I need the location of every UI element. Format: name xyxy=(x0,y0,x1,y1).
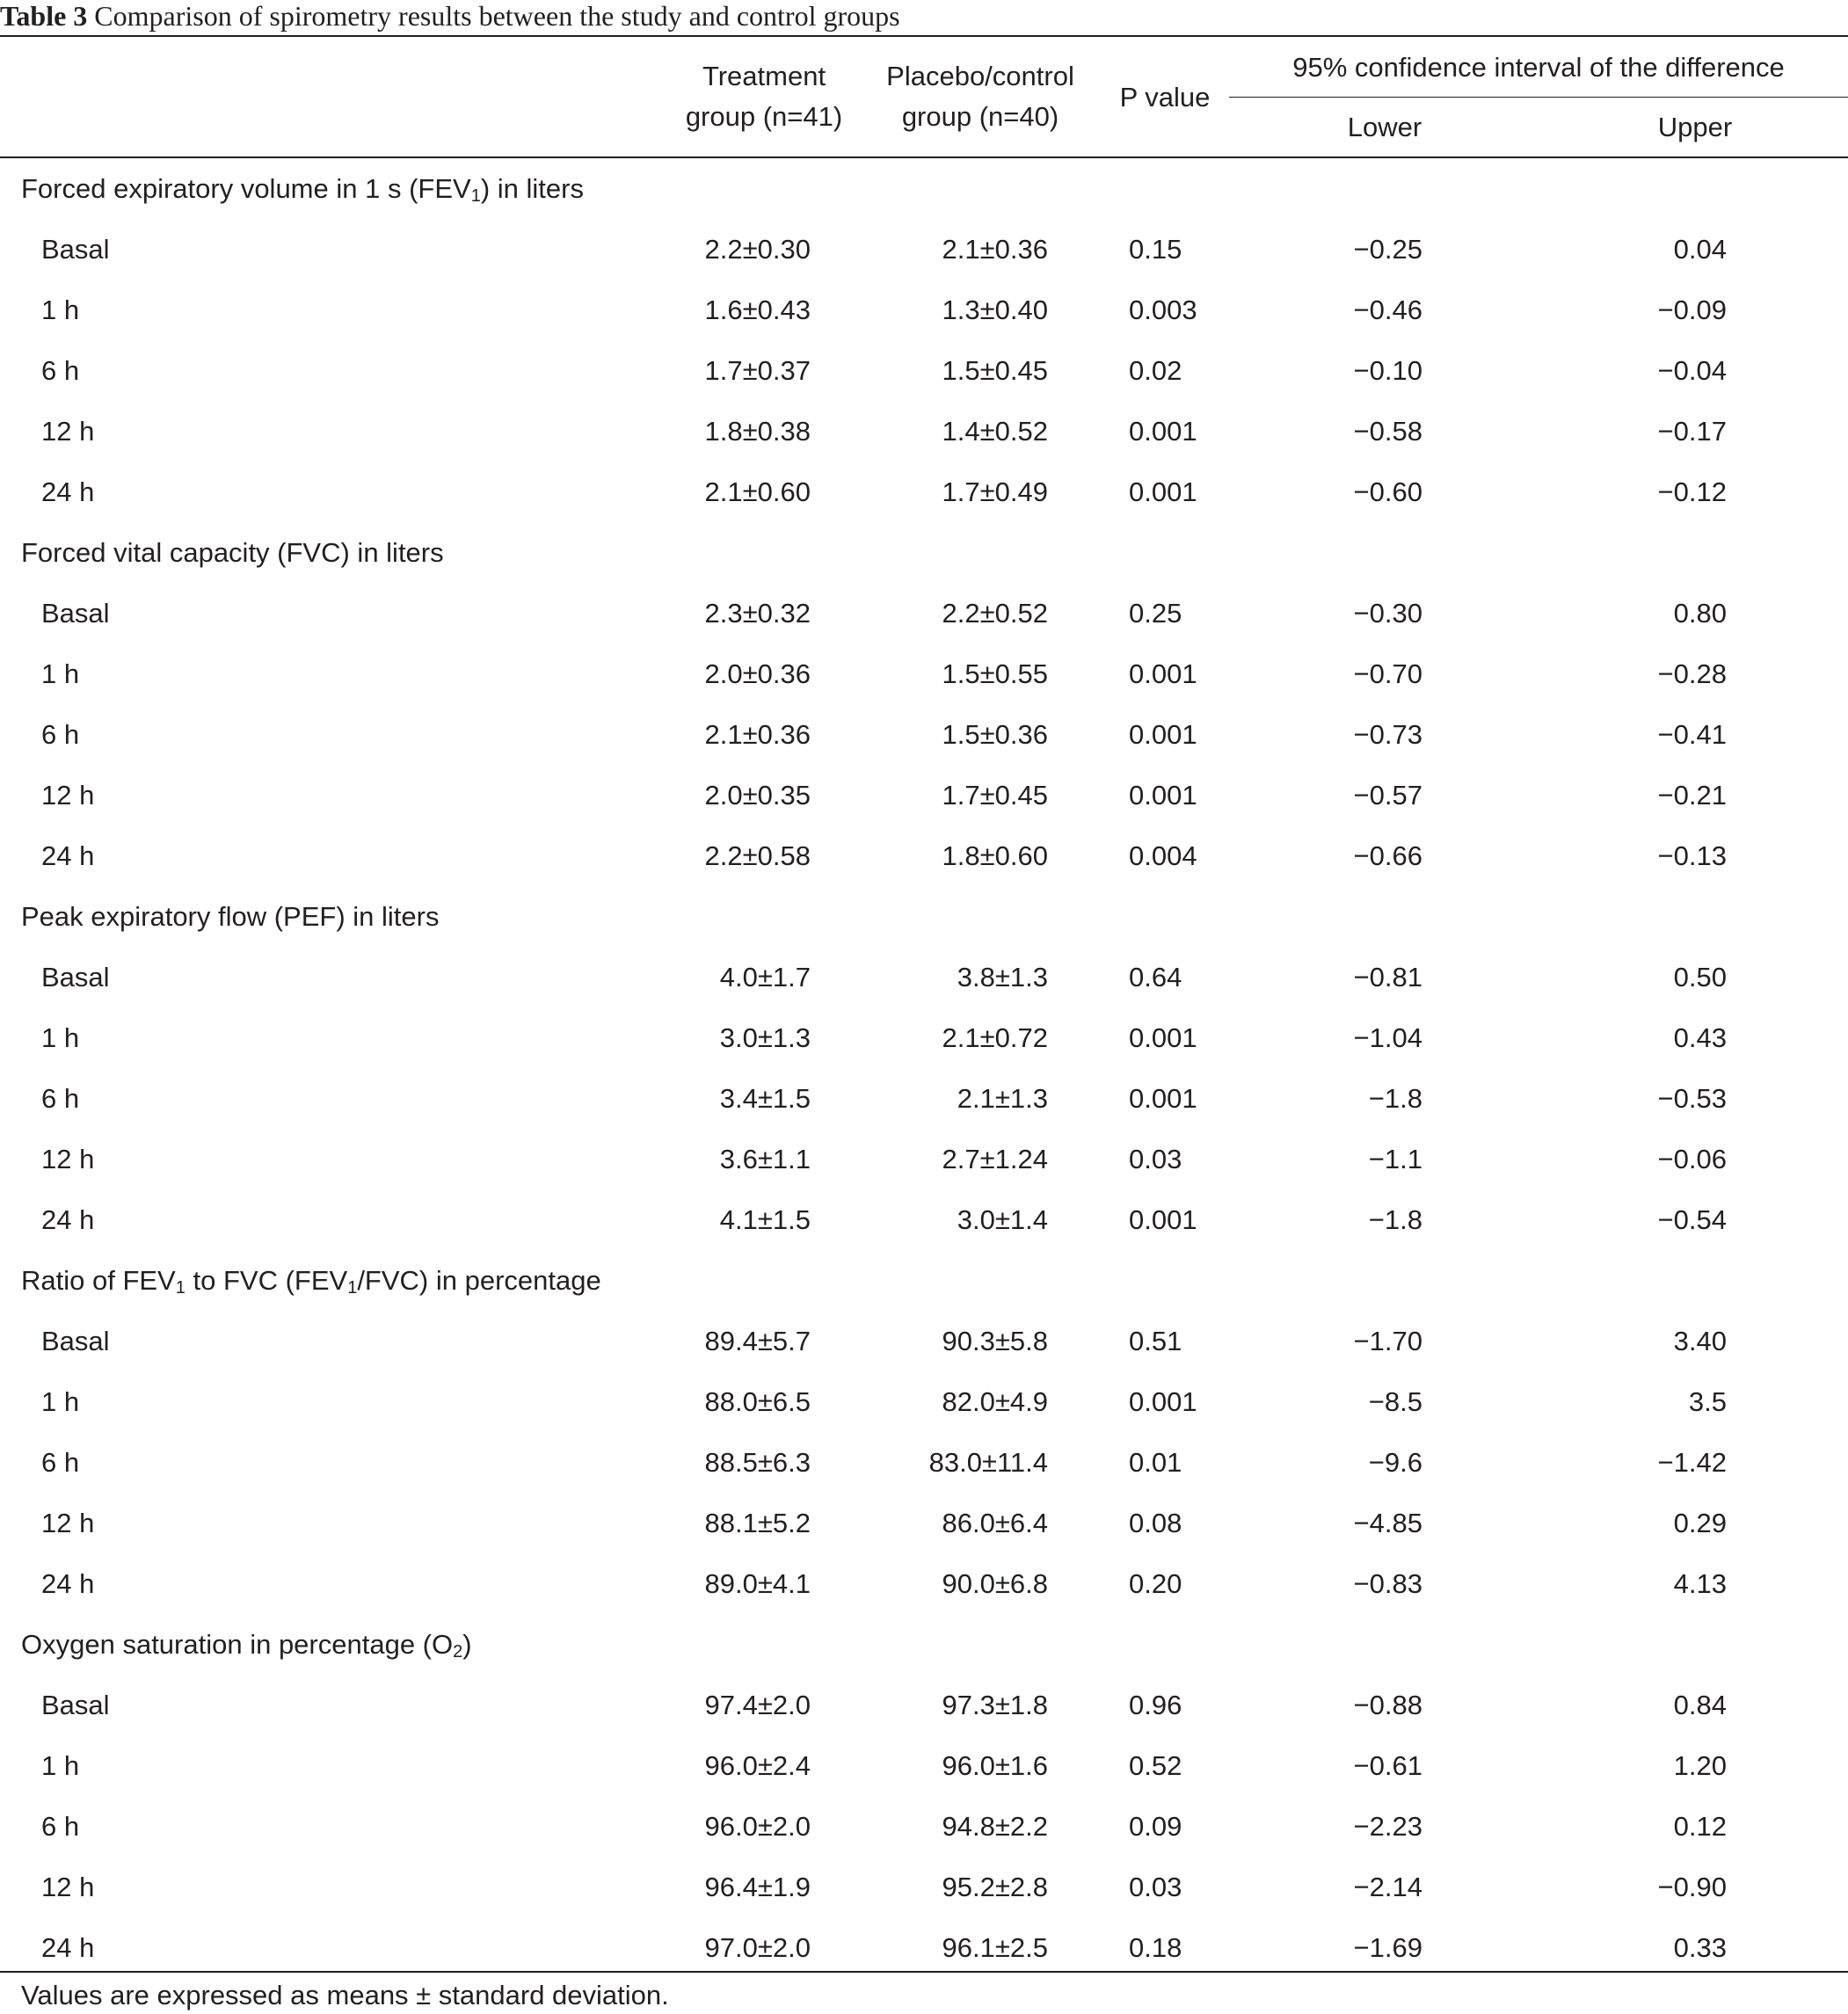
cell-placebo: 2.7±1.24 xyxy=(942,1144,1048,1174)
row-label: 12 h xyxy=(41,1872,95,1902)
cell-treatment: 97.4±2.0 xyxy=(704,1690,811,1720)
row-label: Basal xyxy=(41,598,110,629)
cell-ci-upper: 0.84 xyxy=(1673,1690,1727,1720)
row-label: Basal xyxy=(41,1690,110,1720)
cell-treatment: 96.0±2.0 xyxy=(704,1811,811,1842)
cell-placebo: 94.8±2.2 xyxy=(942,1811,1048,1842)
table-caption xyxy=(0,0,900,35)
row-label: 6 h xyxy=(41,355,80,386)
cell-treatment: 1.7±0.37 xyxy=(704,355,811,386)
cell-ci-lower: −1.8 xyxy=(1368,1083,1422,1114)
cell-placebo: 3.0±1.4 xyxy=(957,1204,1048,1235)
row-label: 12 h xyxy=(41,780,95,811)
cell-treatment: 89.0±4.1 xyxy=(704,1568,811,1599)
cell-p-value: 0.20 xyxy=(1129,1568,1182,1599)
cell-ci-upper: −0.90 xyxy=(1657,1872,1727,1902)
cell-p-value: 0.001 xyxy=(1129,1386,1197,1417)
cell-p-value: 0.001 xyxy=(1129,1083,1197,1114)
cell-placebo: 1.5±0.36 xyxy=(942,719,1048,750)
row-label: 12 h xyxy=(41,416,95,447)
section-title-text: Peak expiratory flow (PEF) in liters xyxy=(21,901,440,932)
cell-treatment: 2.2±0.58 xyxy=(704,840,811,871)
row-label: 12 h xyxy=(41,1508,95,1538)
cell-ci-lower: −0.73 xyxy=(1353,719,1422,750)
section-title-subscript: 2 xyxy=(453,1642,463,1661)
row-label: 6 h xyxy=(41,1811,80,1842)
cell-ci-upper: 0.04 xyxy=(1673,234,1727,265)
cell-placebo: 86.0±6.4 xyxy=(942,1508,1048,1538)
cell-placebo: 96.1±2.5 xyxy=(942,1932,1048,1963)
cell-treatment: 2.2±0.30 xyxy=(704,234,811,265)
section-title-text: to FVC (FEV xyxy=(185,1265,348,1296)
cell-ci-lower: −0.10 xyxy=(1353,355,1422,386)
cell-placebo: 3.8±1.3 xyxy=(957,962,1048,992)
cell-treatment: 4.1±1.5 xyxy=(719,1204,811,1235)
cell-treatment: 88.1±5.2 xyxy=(704,1508,811,1538)
cell-placebo: 1.8±0.60 xyxy=(942,840,1048,871)
cell-p-value: 0.51 xyxy=(1129,1326,1182,1356)
cell-p-value: 0.001 xyxy=(1129,416,1197,447)
section-title-text: Forced expiratory volume in 1 s (FEV xyxy=(21,173,471,204)
cell-p-value: 0.15 xyxy=(1129,234,1182,265)
row-label: 24 h xyxy=(41,1204,95,1235)
cell-p-value: 0.001 xyxy=(1129,476,1197,507)
cell-ci-upper: 3.5 xyxy=(1688,1386,1727,1417)
section-title xyxy=(21,1250,601,1311)
cell-placebo: 1.5±0.55 xyxy=(942,658,1048,689)
header-treatment-line1: Treatment xyxy=(702,61,826,91)
cell-placebo: 1.7±0.49 xyxy=(942,476,1048,507)
cell-ci-lower: −2.23 xyxy=(1353,1811,1422,1842)
cell-treatment: 89.4±5.7 xyxy=(704,1326,811,1356)
row-label: 1 h xyxy=(41,1386,80,1417)
cell-placebo: 90.0±6.8 xyxy=(942,1568,1048,1599)
cell-treatment: 2.3±0.32 xyxy=(704,598,811,629)
cell-ci-upper: −0.17 xyxy=(1657,416,1727,447)
cell-placebo: 1.7±0.45 xyxy=(942,780,1048,811)
row-label: 6 h xyxy=(41,1447,80,1478)
header-lower: Lower xyxy=(1347,112,1422,142)
cell-p-value: 0.001 xyxy=(1129,658,1197,689)
cell-ci-upper: 0.33 xyxy=(1673,1932,1727,1963)
cell-p-value: 0.001 xyxy=(1129,1022,1197,1053)
cell-ci-lower: −8.5 xyxy=(1368,1386,1422,1417)
header-placebo-line2: group (n=40) xyxy=(901,101,1059,132)
cell-treatment: 2.0±0.36 xyxy=(704,658,811,689)
row-label: 1 h xyxy=(41,658,80,689)
cell-ci-lower: −1.8 xyxy=(1368,1204,1422,1235)
cell-placebo: 95.2±2.8 xyxy=(942,1872,1048,1902)
cell-ci-lower: −0.83 xyxy=(1353,1568,1422,1599)
cell-ci-lower: −0.88 xyxy=(1353,1690,1422,1720)
section-title xyxy=(21,886,439,947)
cell-p-value: 0.52 xyxy=(1129,1750,1182,1781)
cell-ci-upper: −0.21 xyxy=(1657,780,1727,811)
cell-ci-upper: 0.50 xyxy=(1673,962,1727,992)
cell-ci-upper: −0.04 xyxy=(1657,355,1727,386)
cell-p-value: 0.03 xyxy=(1129,1872,1182,1902)
cell-placebo: 2.1±1.3 xyxy=(957,1083,1048,1114)
cell-ci-upper: −0.53 xyxy=(1657,1083,1727,1114)
cell-p-value: 0.09 xyxy=(1129,1811,1182,1842)
cell-treatment: 1.8±0.38 xyxy=(704,416,811,447)
row-label: 1 h xyxy=(41,1022,80,1053)
row-label: 12 h xyxy=(41,1144,95,1174)
cell-ci-lower: −0.81 xyxy=(1353,962,1422,992)
section-title-text: Ratio of FEV xyxy=(21,1265,176,1296)
cell-ci-lower: −1.1 xyxy=(1368,1144,1422,1174)
row-label: 24 h xyxy=(41,840,95,871)
cell-p-value: 0.001 xyxy=(1129,1204,1197,1235)
cell-ci-upper: 0.29 xyxy=(1673,1508,1727,1538)
section-title-text: Forced vital capacity (FVC) in liters xyxy=(21,537,444,568)
ci-rule xyxy=(1229,97,1848,98)
cell-ci-lower: −0.25 xyxy=(1353,234,1422,265)
cell-ci-upper: 0.80 xyxy=(1673,598,1727,629)
cell-treatment: 2.1±0.60 xyxy=(704,476,811,507)
cell-ci-upper: −0.12 xyxy=(1657,476,1727,507)
caption-label: Table 3 xyxy=(0,0,88,32)
row-label: 1 h xyxy=(41,294,80,325)
cell-p-value: 0.96 xyxy=(1129,1690,1182,1720)
cell-treatment: 2.0±0.35 xyxy=(704,780,811,811)
cell-treatment: 96.4±1.9 xyxy=(704,1872,811,1902)
row-label: 24 h xyxy=(41,1568,95,1599)
row-label: 24 h xyxy=(41,1932,95,1963)
cell-treatment: 3.4±1.5 xyxy=(719,1083,811,1114)
section-title xyxy=(21,158,584,219)
cell-ci-lower: −0.58 xyxy=(1353,416,1422,447)
cell-p-value: 0.18 xyxy=(1129,1932,1182,1963)
caption-text: Comparison of spirometry results between the study and control groups xyxy=(94,0,900,32)
cell-ci-upper: 1.20 xyxy=(1673,1750,1727,1781)
header-ci-title: 95% confidence interval of the difference xyxy=(1292,52,1785,83)
cell-placebo: 82.0±4.9 xyxy=(942,1386,1048,1417)
cell-placebo: 1.5±0.45 xyxy=(942,355,1048,386)
cell-ci-upper: −0.41 xyxy=(1657,719,1727,750)
cell-placebo: 2.2±0.52 xyxy=(942,598,1048,629)
cell-treatment: 96.0±2.4 xyxy=(704,1750,811,1781)
cell-ci-upper: −0.13 xyxy=(1657,840,1727,871)
cell-treatment: 4.0±1.7 xyxy=(719,962,811,992)
cell-ci-lower: −0.66 xyxy=(1353,840,1422,871)
row-label: 6 h xyxy=(41,719,80,750)
table-footnote: Values are expressed as means ± standard deviation. xyxy=(21,1980,669,2010)
cell-ci-upper: 4.13 xyxy=(1673,1568,1727,1599)
cell-p-value: 0.003 xyxy=(1129,294,1197,325)
cell-ci-upper: −1.42 xyxy=(1657,1447,1727,1478)
cell-treatment: 97.0±2.0 xyxy=(704,1932,811,1963)
row-label: 6 h xyxy=(41,1083,80,1114)
cell-ci-upper: 0.43 xyxy=(1673,1022,1727,1053)
cell-ci-upper: 0.12 xyxy=(1673,1811,1727,1842)
cell-ci-lower: −4.85 xyxy=(1353,1508,1422,1538)
cell-p-value: 0.001 xyxy=(1129,780,1197,811)
cell-ci-lower: −0.70 xyxy=(1353,658,1422,689)
cell-treatment: 88.0±6.5 xyxy=(704,1386,811,1417)
row-label: 1 h xyxy=(41,1750,80,1781)
cell-ci-upper: −0.28 xyxy=(1657,658,1727,689)
section-title-subscript: 1 xyxy=(470,186,481,206)
header-treatment-line2: group (n=41) xyxy=(685,101,843,132)
cell-placebo: 1.3±0.40 xyxy=(942,294,1048,325)
cell-p-value: 0.03 xyxy=(1129,1144,1182,1174)
cell-ci-lower: −0.60 xyxy=(1353,476,1422,507)
cell-ci-lower: −1.04 xyxy=(1353,1022,1422,1053)
cell-p-value: 0.004 xyxy=(1129,840,1197,871)
cell-ci-lower: −0.61 xyxy=(1353,1750,1422,1781)
cell-ci-lower: −1.69 xyxy=(1353,1932,1422,1963)
section-title-text: /FVC) in percentage xyxy=(357,1265,601,1296)
cell-ci-upper: −0.09 xyxy=(1657,294,1727,325)
cell-placebo: 83.0±11.4 xyxy=(928,1447,1048,1478)
cell-ci-upper: 3.40 xyxy=(1673,1326,1727,1356)
cell-placebo: 96.0±1.6 xyxy=(942,1750,1048,1781)
cell-p-value: 0.64 xyxy=(1129,962,1182,992)
section-title-subscript: 1 xyxy=(347,1278,358,1298)
cell-ci-lower: −2.14 xyxy=(1353,1872,1422,1902)
top-rule xyxy=(0,35,1848,37)
cell-ci-lower: −1.70 xyxy=(1353,1326,1422,1356)
row-label: Basal xyxy=(41,962,110,992)
section-title xyxy=(21,522,444,583)
row-label: Basal xyxy=(41,1326,110,1356)
row-label: 24 h xyxy=(41,476,95,507)
cell-ci-lower: −0.46 xyxy=(1353,294,1422,325)
section-title-subscript: 1 xyxy=(175,1278,186,1298)
cell-ci-lower: −9.6 xyxy=(1368,1447,1422,1478)
cell-p-value: 0.001 xyxy=(1129,719,1197,750)
cell-ci-upper: −0.54 xyxy=(1657,1204,1727,1235)
header-treatment xyxy=(668,56,860,137)
section-title-text: ) in liters xyxy=(480,173,584,204)
section-title-text: ) xyxy=(462,1629,472,1660)
cell-p-value: 0.01 xyxy=(1129,1447,1182,1478)
cell-ci-lower: −0.57 xyxy=(1353,780,1422,811)
row-label: Basal xyxy=(41,234,110,265)
cell-placebo: 1.4±0.52 xyxy=(942,416,1048,447)
header-placebo-line1: Placebo/control xyxy=(886,61,1074,91)
section-title xyxy=(21,1614,472,1675)
cell-ci-upper: −0.06 xyxy=(1657,1144,1727,1174)
cell-p-value: 0.02 xyxy=(1129,355,1182,386)
cell-treatment: 3.0±1.3 xyxy=(719,1022,811,1053)
cell-placebo: 2.1±0.36 xyxy=(942,234,1048,265)
section-title-text: Oxygen saturation in percentage (O xyxy=(21,1629,454,1660)
cell-placebo: 97.3±1.8 xyxy=(942,1690,1048,1720)
cell-treatment: 2.1±0.36 xyxy=(704,719,811,750)
cell-treatment: 1.6±0.43 xyxy=(704,294,811,325)
cell-treatment: 3.6±1.1 xyxy=(719,1144,811,1174)
cell-treatment: 88.5±6.3 xyxy=(704,1447,811,1478)
cell-p-value: 0.25 xyxy=(1129,598,1182,629)
cell-placebo: 2.1±0.72 xyxy=(942,1022,1048,1053)
cell-placebo: 90.3±5.8 xyxy=(942,1326,1048,1356)
header-placebo xyxy=(866,56,1095,137)
header-upper: Upper xyxy=(1657,112,1733,142)
cell-ci-lower: −0.30 xyxy=(1353,598,1422,629)
header-p-value: P value xyxy=(1119,82,1211,113)
cell-p-value: 0.08 xyxy=(1129,1508,1182,1538)
